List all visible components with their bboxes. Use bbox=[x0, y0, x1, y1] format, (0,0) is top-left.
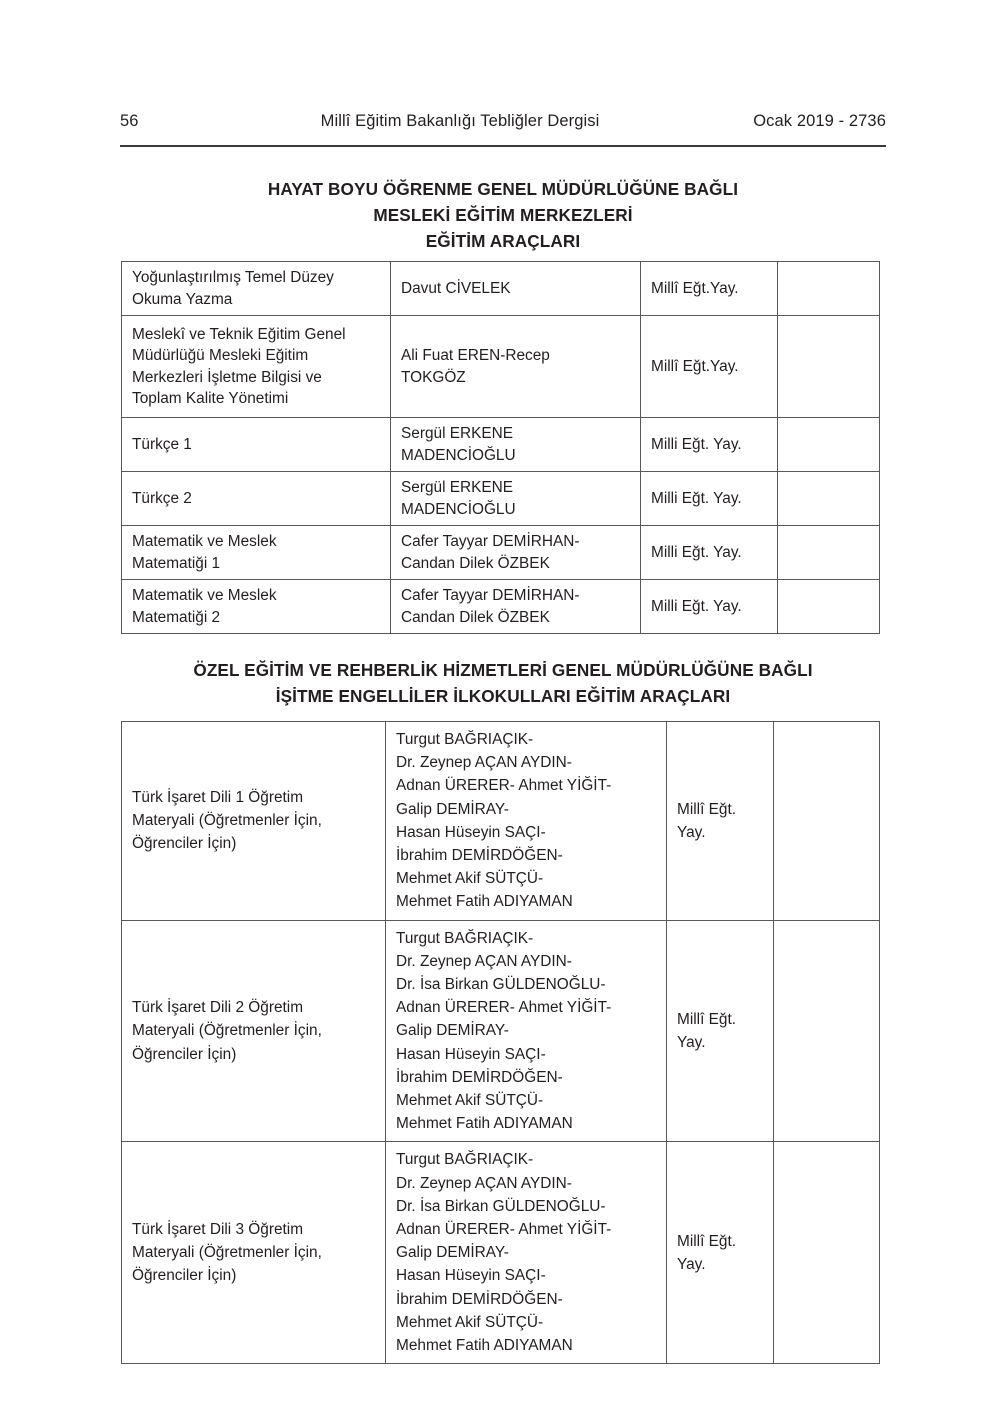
material-line: Yoğunlaştırılmış Temel Düzey bbox=[132, 269, 334, 286]
publisher-line: Milli Eğt. Yay. bbox=[651, 543, 742, 561]
author-line: Dr. İsa Birkan GÜLDENOĞLU- bbox=[396, 976, 606, 994]
author-line: Sergül ERKENE bbox=[401, 425, 514, 442]
author-line: Mehmet Fatih ADIYAMAN bbox=[396, 1337, 573, 1355]
note-cell bbox=[778, 418, 880, 472]
section-2-title bbox=[120, 657, 886, 709]
note-cell bbox=[774, 1142, 880, 1364]
publisher-cell bbox=[641, 472, 778, 526]
author-line: Hasan Hüseyin SAÇI- bbox=[396, 1045, 546, 1063]
publisher-line: Millî Eğt.Yay. bbox=[651, 279, 739, 297]
publisher-cell bbox=[641, 262, 778, 316]
author-line: Hasan Hüseyin SAÇI- bbox=[396, 1267, 546, 1285]
publisher-cell bbox=[667, 722, 774, 921]
isitme-engelliler-table bbox=[121, 721, 880, 1364]
publisher-cell bbox=[641, 316, 778, 418]
author-line: Cafer Tayyar DEMİRHAN- bbox=[401, 533, 580, 550]
section-1-title-line-2: MESLEKİ EĞİTİM MERKEZLERİ bbox=[373, 205, 633, 225]
author-cell bbox=[386, 920, 667, 1142]
author-line: Cafer Tayyar DEMİRHAN- bbox=[401, 587, 580, 604]
section-1-title bbox=[120, 176, 886, 254]
note-cell bbox=[778, 580, 880, 634]
author-line: İbrahim DEMİRDÖĞEN- bbox=[396, 1068, 563, 1086]
material-cell bbox=[122, 722, 386, 921]
author-line: Turgut BAĞRIAÇIK- bbox=[396, 929, 534, 947]
section-2-title-line-1: ÖZEL EĞİTİM VE REHBERLİK HİZMETLERİ GENEL MÜDÜRLÜĞÜNE BAĞLI bbox=[193, 660, 813, 680]
author-cell bbox=[391, 526, 641, 580]
note-cell bbox=[774, 920, 880, 1142]
author-cell bbox=[391, 472, 641, 526]
author-line: Mehmet Fatih ADIYAMAN bbox=[396, 893, 573, 911]
author-line: Mehmet Akif SÜTÇÜ- bbox=[396, 1092, 544, 1110]
material-line: Matematiği 2 bbox=[132, 608, 221, 626]
material-line: Toplam Kalite Yönetimi bbox=[132, 390, 289, 407]
publisher-line: Millî Eğt. bbox=[677, 1232, 737, 1250]
table-row bbox=[122, 316, 880, 418]
journal-title: Millî Eğitim Bakanlığı Tebliğler Dergisi bbox=[320, 112, 600, 130]
author-line: Mehmet Akif SÜTÇÜ- bbox=[396, 870, 544, 888]
author-line: Adnan ÜRERER- Ahmet YİĞİT- bbox=[396, 1221, 612, 1239]
material-line: Öğrenciler İçin) bbox=[132, 1267, 237, 1285]
author-line: Turgut BAĞRIAÇIK- bbox=[396, 731, 534, 748]
publisher-line: Millî Eğt.Yay. bbox=[651, 357, 739, 375]
author-cell bbox=[391, 262, 641, 316]
material-line: Meslekî ve Teknik Eğitim Genel bbox=[132, 325, 346, 343]
material-line: Türkçe 2 bbox=[132, 489, 192, 507]
author-line: Mehmet Fatih ADIYAMAN bbox=[396, 1115, 573, 1133]
publisher-cell bbox=[641, 526, 778, 580]
material-cell bbox=[122, 1142, 386, 1364]
material-line: Matematik ve Meslek bbox=[132, 533, 277, 550]
author-line: MADENCİOĞLU bbox=[401, 500, 516, 518]
material-line: Öğrenciler İçin) bbox=[132, 1045, 237, 1063]
note-cell bbox=[774, 722, 880, 921]
author-line: Candan Dilek ÖZBEK bbox=[401, 554, 550, 572]
author-line: Adnan ÜRERER- Ahmet YİĞİT- bbox=[396, 777, 612, 795]
section-1-title-line-1: HAYAT BOYU ÖĞRENME GENEL MÜDÜRLÜĞÜNE BAĞLI bbox=[267, 179, 739, 199]
author-line: Hasan Hüseyin SAÇI- bbox=[396, 823, 546, 841]
author-cell bbox=[391, 418, 641, 472]
material-line: Materyali (Öğretmenler İçin, bbox=[132, 1022, 322, 1040]
author-line: Dr. İsa Birkan GÜLDENOĞLU- bbox=[396, 1197, 606, 1215]
material-cell bbox=[122, 316, 391, 418]
table-row bbox=[122, 472, 880, 526]
material-line: Matematik ve Meslek bbox=[132, 587, 277, 604]
section-2-title-line-2: İŞİTME ENGELLİLER İLKOKULLARI EĞİTİM ARAÇLARI bbox=[275, 686, 731, 706]
publisher-line: Yay. bbox=[677, 1255, 706, 1273]
header-divider bbox=[120, 145, 886, 147]
material-cell bbox=[122, 526, 391, 580]
publisher-cell bbox=[667, 1142, 774, 1364]
publisher-line: Milli Eğt. Yay. bbox=[651, 489, 742, 507]
material-line: Matematiği 1 bbox=[132, 554, 221, 572]
note-cell bbox=[778, 526, 880, 580]
author-cell bbox=[391, 580, 641, 634]
author-line: İbrahim DEMİRDÖĞEN- bbox=[396, 1290, 563, 1308]
table-row bbox=[122, 920, 880, 1142]
author-line: Mehmet Akif SÜTÇÜ- bbox=[396, 1313, 544, 1331]
material-line: Materyali (Öğretmenler İçin, bbox=[132, 812, 322, 830]
note-cell bbox=[778, 472, 880, 526]
material-line: Türkçe 1 bbox=[132, 435, 192, 453]
table-row bbox=[122, 418, 880, 472]
author-cell bbox=[386, 722, 667, 921]
material-cell bbox=[122, 262, 391, 316]
table-row bbox=[122, 1142, 880, 1364]
author-cell bbox=[386, 1142, 667, 1364]
table-row bbox=[122, 722, 880, 921]
author-line: Galip DEMİRAY- bbox=[396, 800, 509, 818]
material-line: Materyali (Öğretmenler İçin, bbox=[132, 1244, 322, 1262]
author-line: Turgut BAĞRIAÇIK- bbox=[396, 1151, 534, 1169]
publisher-line: Millî Eğt. bbox=[677, 1010, 737, 1028]
material-cell bbox=[122, 472, 391, 526]
section-1-title-line-3: EĞİTİM ARAÇLARI bbox=[425, 231, 581, 251]
author-line: Davut CİVELEK bbox=[401, 279, 511, 297]
egitim-araclari-table bbox=[121, 261, 880, 634]
material-line: Türk İşaret Dili 2 Öğretim bbox=[132, 999, 304, 1017]
author-line: Dr. Zeynep AÇAN AYDIN- bbox=[396, 952, 572, 970]
page-number: 56 bbox=[120, 112, 139, 130]
note-cell bbox=[778, 316, 880, 418]
publisher-cell bbox=[641, 418, 778, 472]
publisher-line: Millî Eğt. bbox=[677, 800, 737, 818]
material-cell bbox=[122, 920, 386, 1142]
author-line: Galip DEMİRAY- bbox=[396, 1244, 509, 1262]
author-line: Galip DEMİRAY- bbox=[396, 1022, 509, 1040]
author-line: Adnan ÜRERER- Ahmet YİĞİT- bbox=[396, 999, 612, 1017]
author-line: Dr. Zeynep AÇAN AYDIN- bbox=[396, 754, 572, 772]
publisher-cell bbox=[667, 920, 774, 1142]
page-running-header bbox=[120, 112, 886, 131]
material-line: Okuma Yazma bbox=[132, 290, 233, 308]
publisher-line: Milli Eğt. Yay. bbox=[651, 435, 742, 453]
material-line: Merkezleri İşletme Bilgisi ve bbox=[132, 368, 322, 386]
author-cell bbox=[391, 316, 641, 418]
issue-date: Ocak 2019 - 2736 bbox=[753, 112, 886, 130]
table-row bbox=[122, 580, 880, 634]
author-line: Ali Fuat EREN-Recep bbox=[401, 347, 550, 364]
publisher-line: Yay. bbox=[677, 823, 706, 841]
table-row bbox=[122, 262, 880, 316]
note-cell bbox=[778, 262, 880, 316]
publisher-line: Yay. bbox=[677, 1034, 706, 1052]
publisher-cell bbox=[641, 580, 778, 634]
author-line: Candan Dilek ÖZBEK bbox=[401, 608, 550, 626]
material-line: Türk İşaret Dili 3 Öğretim bbox=[132, 1221, 304, 1239]
author-line: MADENCİOĞLU bbox=[401, 446, 516, 464]
material-line: Müdürlüğü Mesleki Eğitim bbox=[132, 347, 309, 364]
material-cell bbox=[122, 580, 391, 634]
publisher-line: Milli Eğt. Yay. bbox=[651, 597, 742, 615]
material-line: Türk İşaret Dili 1 Öğretim bbox=[132, 789, 304, 806]
author-line: TOKGÖZ bbox=[401, 368, 466, 386]
author-line: İbrahim DEMİRDÖĞEN- bbox=[396, 847, 563, 865]
material-cell bbox=[122, 418, 391, 472]
author-line: Dr. Zeynep AÇAN AYDIN- bbox=[396, 1174, 572, 1192]
author-line: Sergül ERKENE bbox=[401, 479, 514, 496]
material-line: Öğrenciler İçin) bbox=[132, 835, 237, 853]
table-row bbox=[122, 526, 880, 580]
